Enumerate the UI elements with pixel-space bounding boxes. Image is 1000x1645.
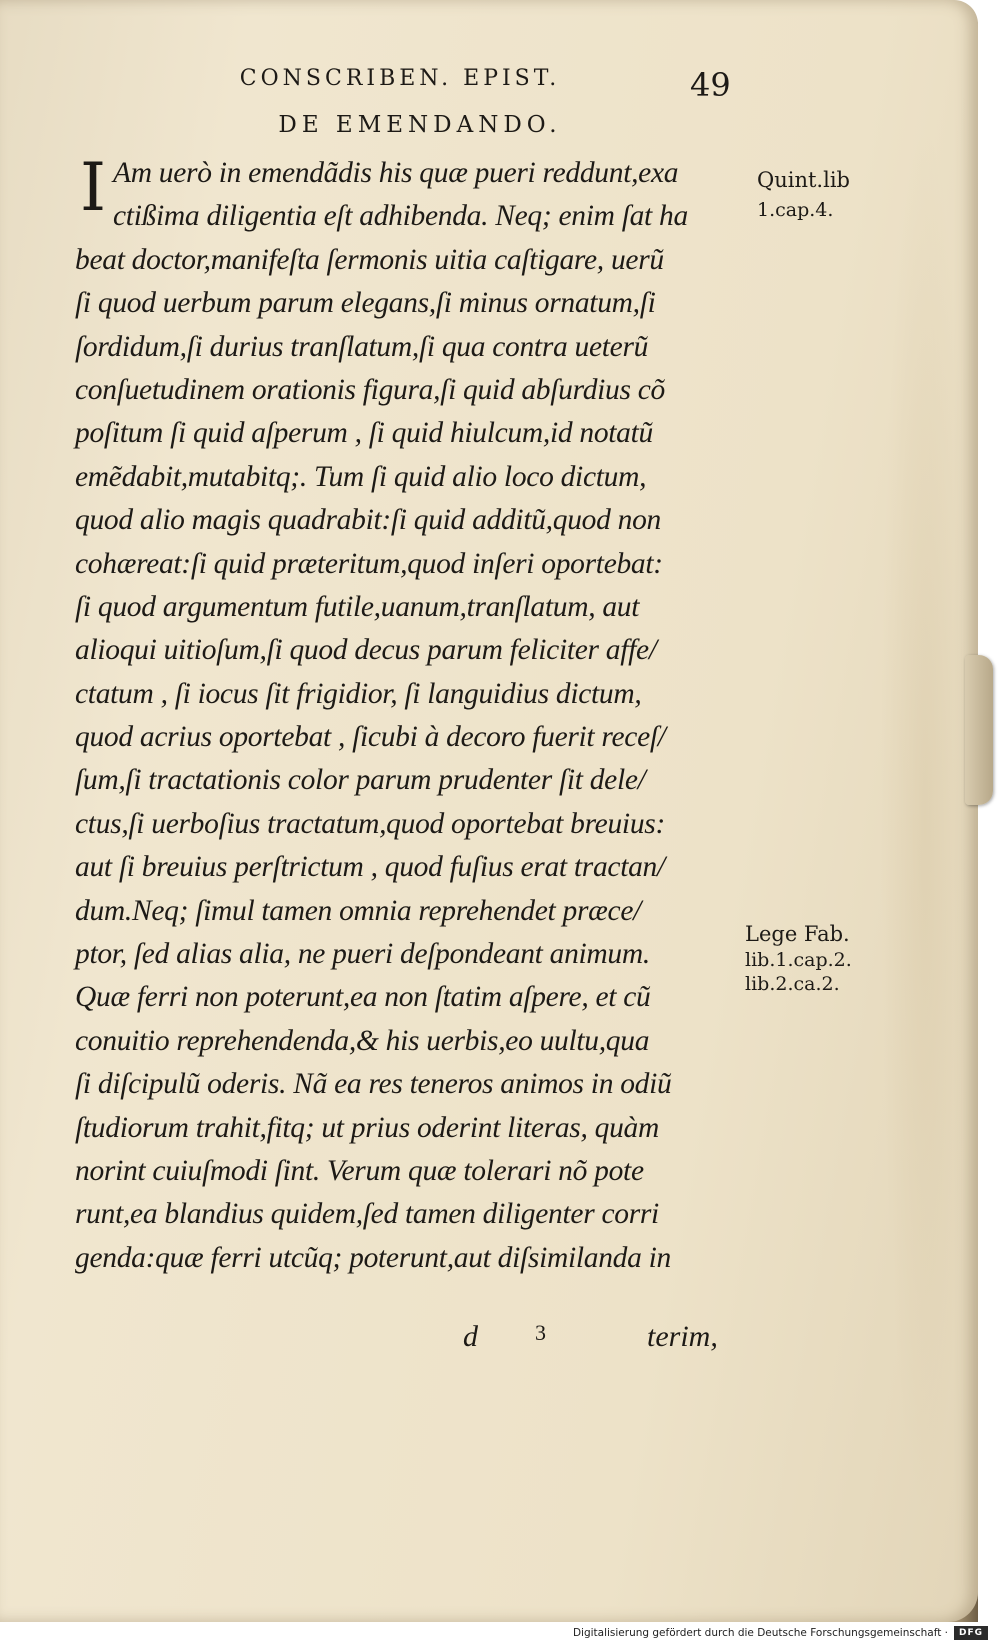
text-line: quod acrius oportebat , ſicubi à decoro fuerit receſ/ bbox=[75, 721, 666, 754]
text-line: ctus,ſi uerboſius tractatum,quod oportebat breuius: bbox=[75, 807, 665, 840]
margin-note-quint: Quint.lib bbox=[757, 168, 850, 192]
text-line: ctißima diligentia eſt adhibenda. Neq; enim ſat ha bbox=[113, 200, 688, 233]
text-line: norint cuiuſmodi ſint. Verum quæ tolerari nõ pote bbox=[75, 1154, 644, 1187]
text-line: dum.Neq; ſimul tamen omnia reprehendet præce/ bbox=[75, 894, 642, 927]
text-line: ſum,ſi tractationis color parum prudenter ſit dele/ bbox=[75, 764, 646, 797]
text-line: Am uerò in emendãdis his quæ pueri reddunt,exa bbox=[113, 157, 679, 189]
text-line: ſi diſcipulũ oderis. Nã ea res teneros animos in odiũ bbox=[75, 1068, 672, 1101]
text-line: ptor, ſed alias alia, ne pueri deſpondeant animum. bbox=[75, 938, 650, 971]
section-heading: DE EMENDANDO. bbox=[278, 112, 562, 138]
text-line: conuitio reprehendenda,& his uerbis,eo uultu,qua bbox=[75, 1024, 650, 1057]
text-line: ſtudiorum trahit,fitq; ut prius oderint literas, quàm bbox=[75, 1111, 659, 1144]
footer-credit: Digitalisierung gefördert durch die Deutsche Forschungsgemeinschaft · bbox=[572, 1627, 948, 1639]
dfg-logo: DFG bbox=[954, 1626, 988, 1640]
page-tab-marker bbox=[965, 655, 993, 805]
text-line: ſordidum,ſi durius tranſlatum,ſi qua contra ueterũ bbox=[75, 330, 649, 363]
margin-note-lege-ref1: lib.1.cap.2. bbox=[745, 949, 852, 971]
text-line: conſuetudinem orationis figura,ſi quid abſurdius cõ bbox=[75, 373, 665, 406]
margin-note-lege-ref2: lib.2.ca.2. bbox=[745, 973, 840, 995]
text-line: emẽdabit,mutabitq;. Tum ſi quid alio loco dictum, bbox=[75, 460, 647, 493]
body-text-block bbox=[75, 149, 747, 1280]
text-line: ſi quod argumentum futile,uanum,tranſlatum, aut bbox=[75, 590, 640, 623]
page-stain bbox=[880, 120, 970, 1520]
page-number: 49 bbox=[690, 66, 731, 104]
text-line: alioqui uitioſum,ſi quod decus parum feliciter affe/ bbox=[75, 634, 657, 667]
text-line: ſi quod uerbum parum elegans,ſi minus ornatum,ſi bbox=[75, 287, 656, 320]
text-line: beat doctor,manifeſta ſermonis uitia caſtigare, uerũ bbox=[75, 243, 664, 276]
text-line: poſitum ſi quid aſperum , ſi quid hiulcum,id notatũ bbox=[75, 417, 653, 450]
text-line: genda:quæ ferri utcũq; poterunt,aut diſsimilanda in bbox=[75, 1241, 671, 1274]
margin-note-lege: Lege Fab. bbox=[745, 922, 850, 946]
text-line: quod alio magis quadrabit:ſi quid additũ,quod non bbox=[75, 504, 661, 537]
text-line: runt,ea blandius quidem,ſed tamen diligenter corri bbox=[75, 1198, 659, 1231]
signature-mark: d bbox=[463, 1320, 478, 1353]
signature-number: 3 bbox=[535, 1320, 546, 1345]
margin-note-quint-ref: 1.cap.4. bbox=[757, 199, 834, 221]
running-head: CONSCRIBEN. EPIST. bbox=[239, 66, 561, 91]
drop-initial: I bbox=[80, 149, 107, 226]
text-line: cohæreat:ſi quid præteritum,quod inſeri oportebat: bbox=[75, 547, 663, 580]
catchword: terim, bbox=[647, 1320, 718, 1353]
text-line: aut ſi breuius perſtrictum , quod fuſius erat tractan/ bbox=[75, 851, 665, 884]
text-line: ctatum , ſi iocus ſit frigidior, ſi languidius dictum, bbox=[75, 677, 642, 710]
text-line: Quæ ferri non poterunt,ea non ſtatim aſpere, et cũ bbox=[75, 981, 651, 1014]
